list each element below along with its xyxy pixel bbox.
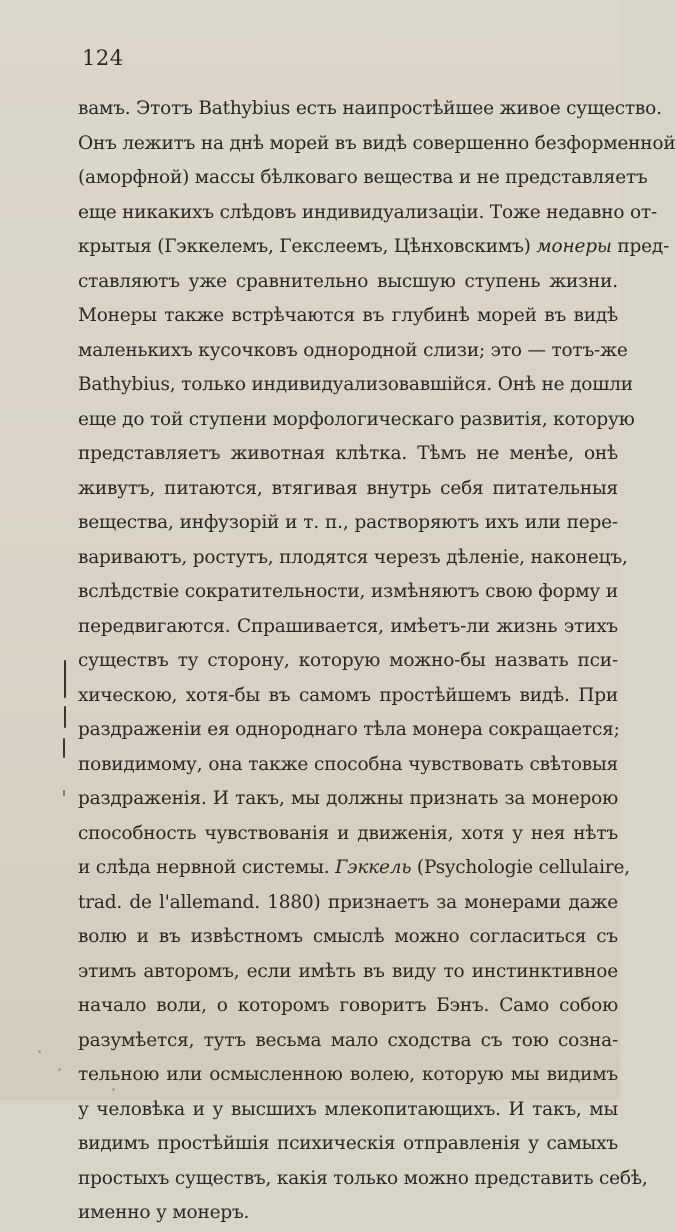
text-line: начало воли, о которомъ говоритъ Бэнъ. Само собою (78, 995, 618, 1016)
text-line: вариваютъ, ростутъ, плодятся черезъ дѣленіе, наконецъ, (78, 546, 628, 568)
margin-pencil-mark (64, 706, 66, 728)
text-line: (аморфной) массы бѣлковаго вещества и не представляетъ (78, 167, 648, 188)
text-line: вамъ. Этотъ Bathybius есть наипростѣйшее живое существо. (78, 98, 662, 119)
text-segment: (Psychologie cellulaire, (416, 857, 630, 878)
text-line: передвигаются. Спрашивается, имѣетъ-ли жизнь этихъ (78, 615, 618, 637)
page-number: 124 (82, 46, 124, 70)
italic-term: монеры (536, 236, 612, 257)
text-line: этимъ авторомъ, если имѣть въ виду то инстинктивное (78, 960, 618, 982)
text-line: видимъ простѣйшія психическія отправленія у самыхъ (78, 1133, 618, 1154)
text-line: именно у монеръ. (78, 1202, 250, 1223)
text-segment: пред- (617, 236, 670, 257)
margin-pencil-mark (64, 660, 66, 698)
text-line: хическою, хотя-бы въ самомъ простѣйшемъ видѣ. При (78, 684, 618, 706)
text-line: Онъ лежитъ на днѣ морей въ видѣ совершенно безформенной (78, 132, 676, 154)
text-line: ставляютъ уже сравнительно высшую ступень жизни. (78, 270, 618, 292)
text-line: еще никакихъ слѣдовъ индивидуализаціи. Тоже недавно от- (78, 201, 658, 223)
text-line: способность чувствованія и движенія, хотя у нея нѣтъ (78, 822, 618, 844)
text-segment: крытыя (Гэккелемъ, Гекслеемъ, Цѣнховскимъ) (78, 236, 531, 257)
text-line: разумѣется, тутъ весьма мало сходства съ тою созна- (78, 1029, 618, 1051)
text-line: простыхъ существъ, какія только можно представить себѣ, (78, 1167, 648, 1189)
body-text (78, 92, 676, 1231)
text-line: волю и въ извѣстномъ смыслѣ можно согласиться съ (78, 926, 618, 947)
text-line (78, 851, 630, 886)
text-line: тельною или осмысленною волею, которую мы видимъ (78, 1064, 618, 1085)
text-line: раздраженіи ея однороднаго тѣла монера сокращается; (78, 719, 620, 740)
text-line: еще до той ступени морфологическаго развитія, которую (78, 408, 635, 430)
text-segment: и слѣда нервной системы. (78, 857, 330, 878)
text-line: существъ ту сторону, которую можно-бы назвать пси- (78, 650, 618, 671)
text-line: раздраженія. И такъ, мы должны признать за монерою (78, 788, 618, 809)
text-line: маленькихъ кусочковъ однородной слизи; это — тотъ-же (78, 339, 628, 361)
text-line: Монеры также встрѣчаются въ глубинѣ морей въ видѣ (78, 305, 618, 326)
margin-pencil-mark (63, 738, 65, 758)
paper-speck (58, 1068, 61, 1071)
text-line: у человѣка и у высшихъ млекопитающихъ. И такъ, мы (78, 1098, 618, 1120)
text-line: представляетъ животная клѣтка. Тѣмъ не менѣе, онѣ (78, 443, 618, 464)
text-line: вещества, инфузорій и т. п., растворяютъ ихъ или пере- (78, 512, 618, 533)
text-line: повидимому, она также способна чувствовать свѣтовыя (78, 753, 618, 775)
text-line: trad. de l'allemand. 1880) признаетъ за монерами даже (78, 891, 618, 913)
italic-term: Гэккель (335, 857, 412, 878)
paper-speck (112, 1088, 115, 1091)
paper-speck (38, 1050, 41, 1053)
margin-pencil-mark (63, 790, 65, 796)
text-line: Bathybius, только индивидуализовавшійся. Онѣ не дошли (78, 374, 633, 395)
text-line: вслѣдствіе сократительности, измѣняютъ свою форму и (78, 581, 618, 602)
text-line (78, 230, 670, 265)
text-line: живутъ, питаются, втягивая внутрь себя питательныя (78, 477, 618, 499)
